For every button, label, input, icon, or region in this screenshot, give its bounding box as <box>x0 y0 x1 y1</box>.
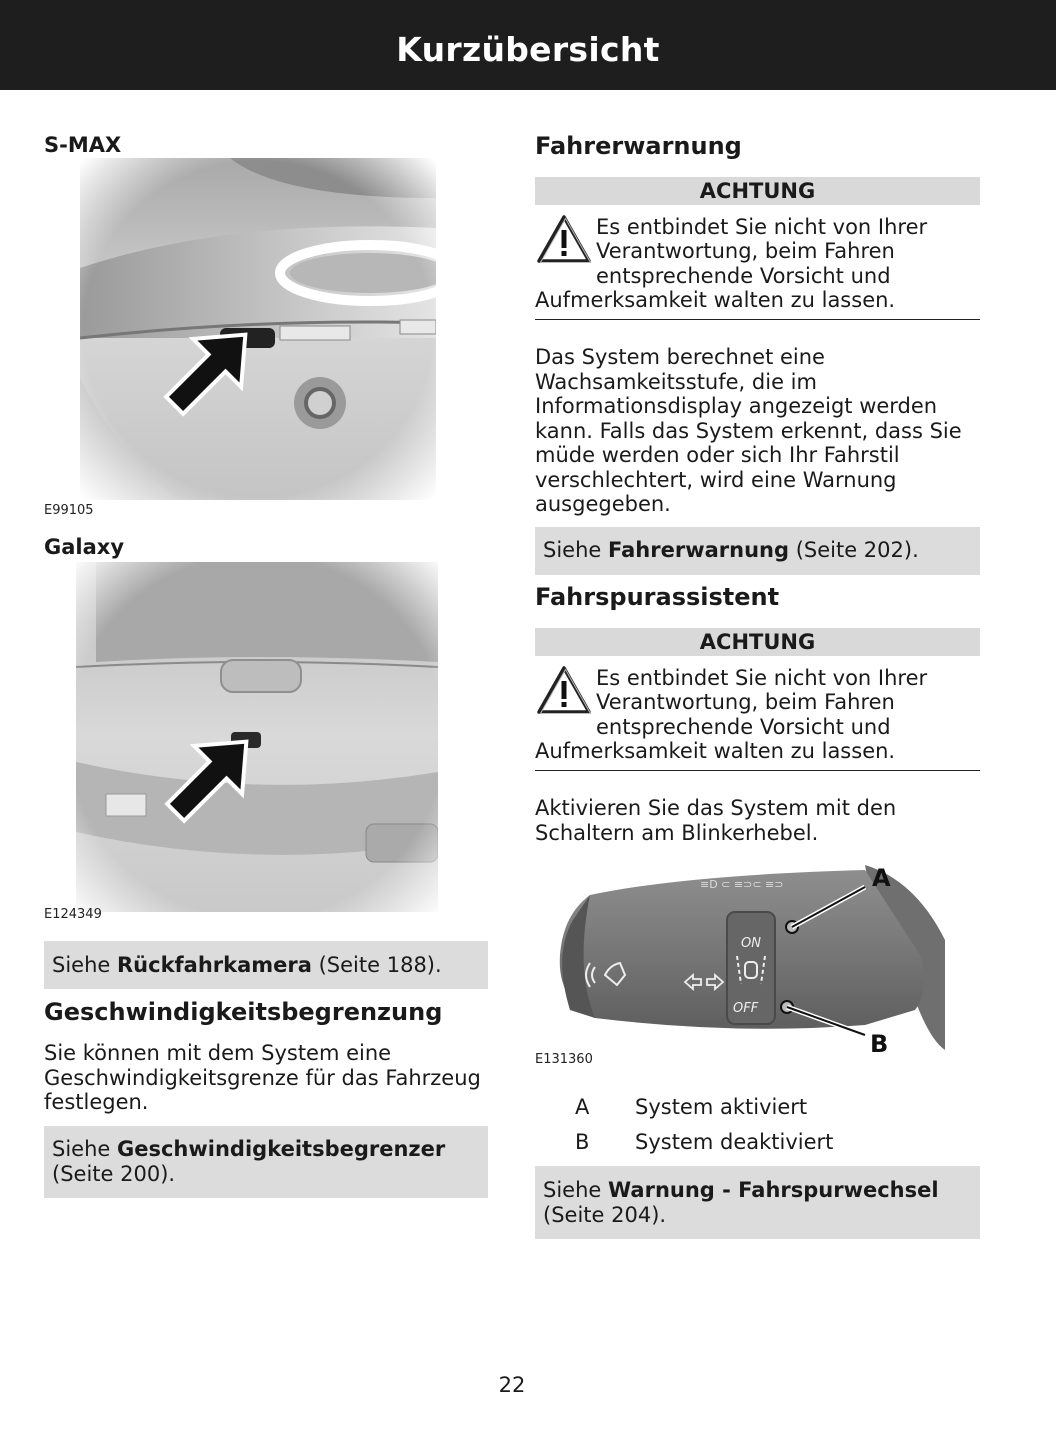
switch-off-label: OFF <box>733 1001 759 1016</box>
legend-desc-a: System aktiviert <box>635 1095 808 1119</box>
legend-key-b: B <box>575 1130 590 1154</box>
stalk-top-symbols: ≡D ⊂ ≡⊃⊂ ≡⊃ <box>700 878 784 891</box>
smax-heading: S-MAX <box>44 133 122 157</box>
turn-signal-stalk-image <box>535 860 955 1070</box>
galaxy-image-code: E124349 <box>44 907 102 922</box>
driver-alert-warning-label: ACHTUNG <box>535 177 980 205</box>
lane-keeping-warning-text: Es entbindet Sie nicht von Ihrer Verantwortung, beim Fahren entsprechende Vorsicht und Aufmerksamkeit walten zu lassen. <box>535 666 928 763</box>
page-title: Kurzübersicht <box>396 30 660 69</box>
smax-image-code: E99105 <box>44 503 94 518</box>
stalk-image-code: E131360 <box>535 1052 593 1067</box>
driver-alert-text: Das System berechnet eine Wachsamkeitsstufe, die im Informationsdisplay angezeigt werden kann. Falls das System erkennt, dass Sie müde werden oder sich Ihr Fahrstil verschlechtert, wird eine Warnung ausgegeben. <box>535 345 962 516</box>
lane-keeping-reference-link[interactable]: Warnung - Fahrspurwechsel <box>608 1178 939 1202</box>
smax-tailgate-image <box>80 158 436 500</box>
legend-key-a: A <box>575 1095 590 1119</box>
speed-limiter-reference: Siehe Geschwindigkeitsbegrenzer (Seite 200). <box>44 1126 488 1198</box>
camera-reference-link[interactable]: Rückfahrkamera <box>117 953 312 977</box>
lane-keeping-reference: Siehe Warnung - Fahrspurwechsel (Seite 204). <box>535 1166 980 1239</box>
speed-limiter-text: Sie können mit dem System eine Geschwindigkeitsgrenze für das Fahrzeug festlegen. <box>44 1041 481 1114</box>
divider <box>535 770 980 771</box>
legend-desc-b: System deaktiviert <box>635 1130 834 1154</box>
speed-limiter-heading: Geschwindigkeitsbegrenzung <box>44 998 443 1026</box>
callout-a: A <box>872 864 891 892</box>
driver-alert-reference: Siehe Fahrerwarnung (Seite 202). <box>535 527 980 575</box>
camera-reference: Siehe Rückfahrkamera (Seite 188). <box>44 941 488 989</box>
galaxy-tailgate-image <box>76 562 438 912</box>
switch-on-label: ON <box>741 936 761 951</box>
divider <box>535 319 980 320</box>
driver-alert-reference-link[interactable]: Fahrerwarnung <box>608 538 790 562</box>
lane-keeping-warning-label: ACHTUNG <box>535 628 980 656</box>
driver-alert-heading: Fahrerwarnung <box>535 132 742 160</box>
callout-b: B <box>870 1030 889 1058</box>
galaxy-heading: Galaxy <box>44 535 125 559</box>
page-number: 22 <box>498 1373 526 1397</box>
speed-limiter-reference-link[interactable]: Geschwindigkeitsbegrenzer <box>117 1137 446 1161</box>
lane-keeping-heading: Fahrspurassistent <box>535 583 780 611</box>
lane-keeping-text: Aktivieren Sie das System mit den Schaltern am Blinkerhebel. <box>535 796 897 845</box>
driver-alert-warning-text: Es entbindet Sie nicht von Ihrer Verantwortung, beim Fahren entsprechende Vorsicht und Aufmerksamkeit walten zu lassen. <box>535 215 928 312</box>
header-bar <box>0 0 1056 90</box>
